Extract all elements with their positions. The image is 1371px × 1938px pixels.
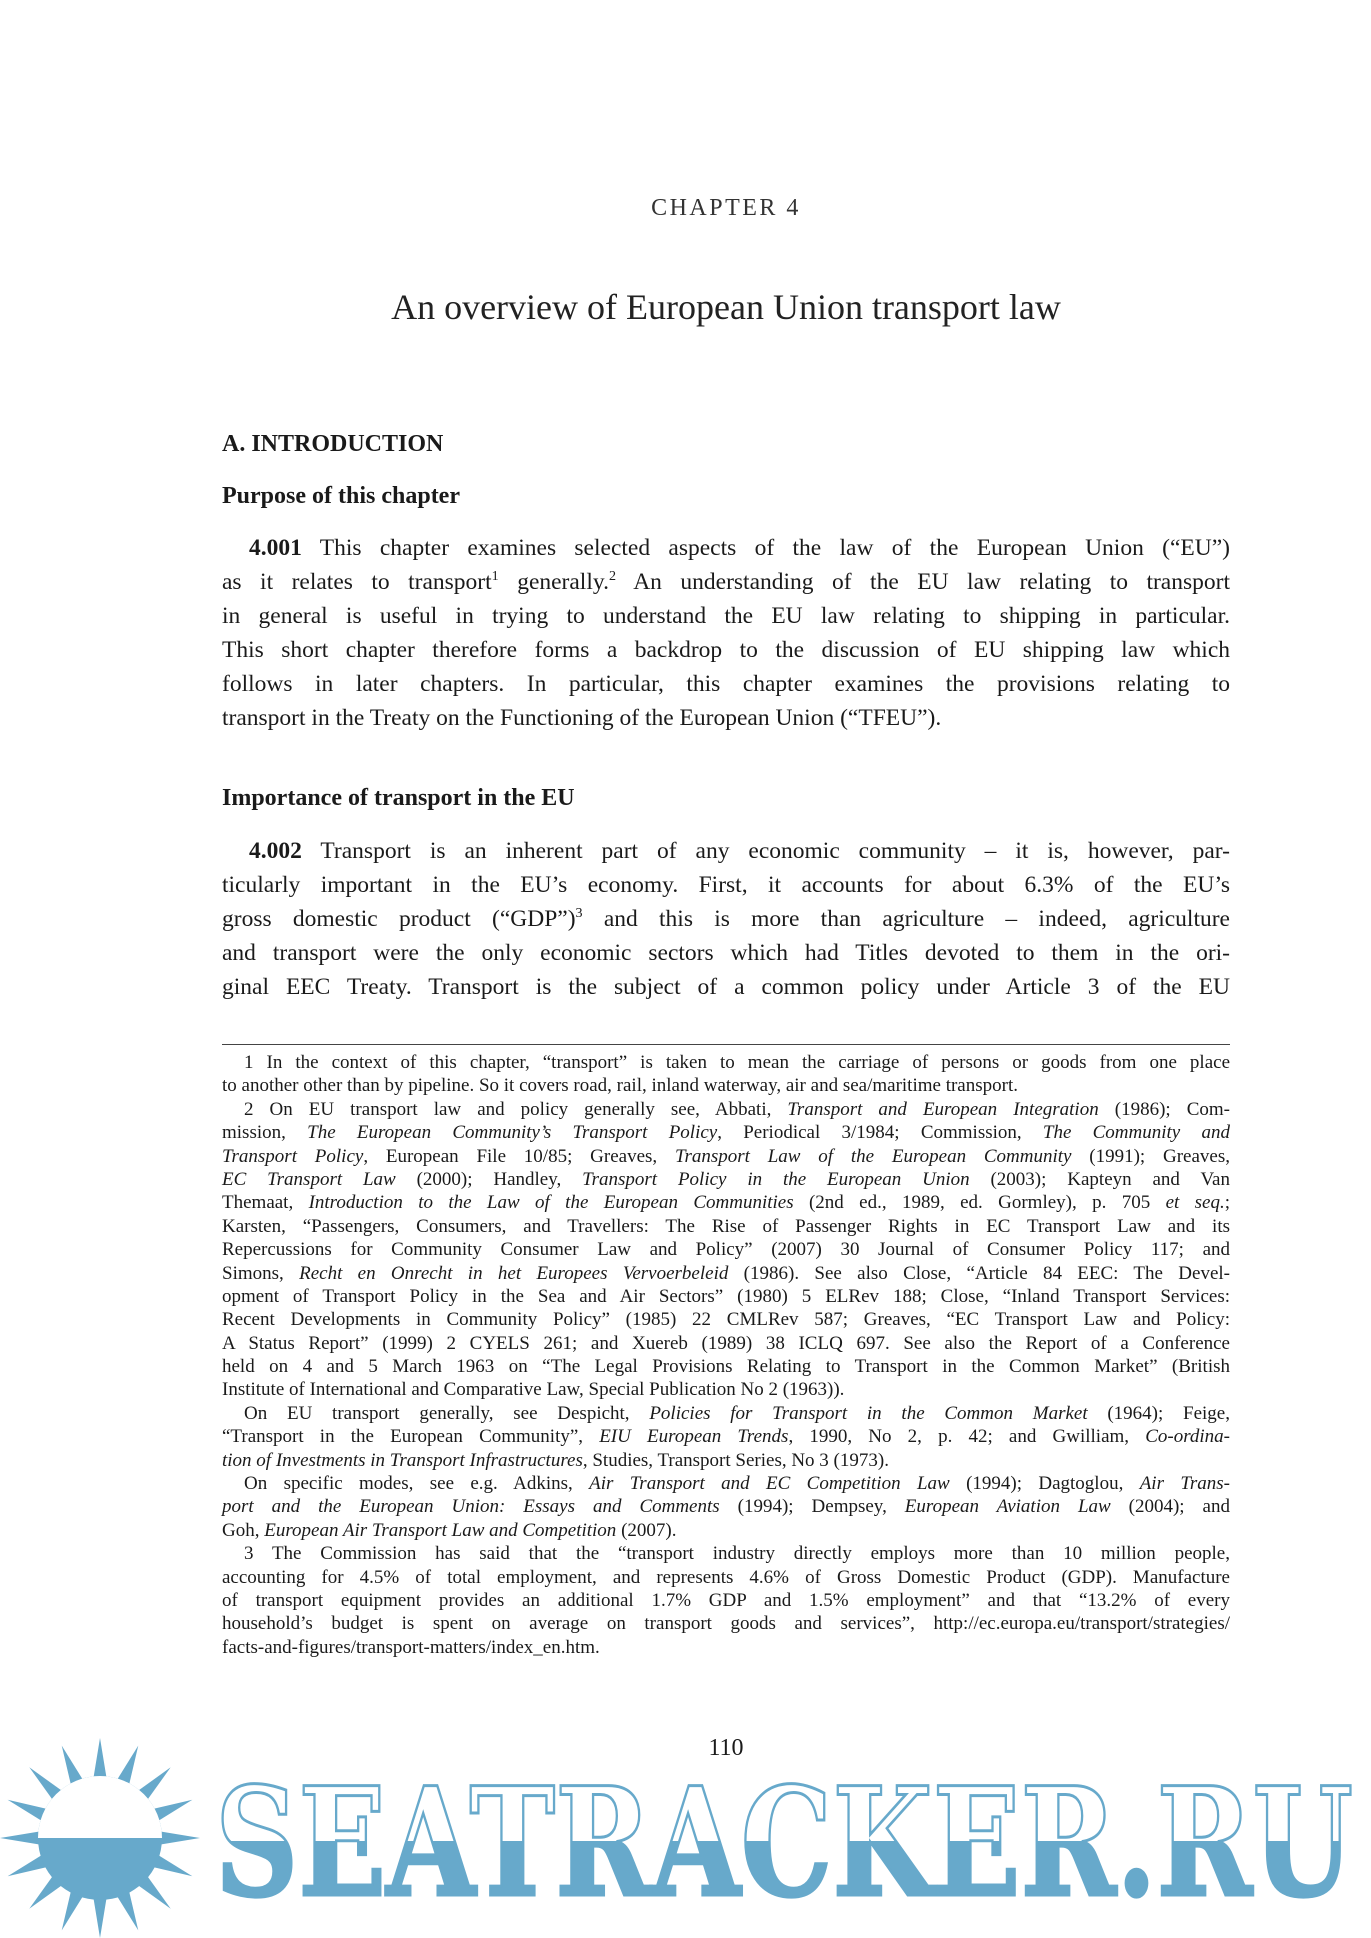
text: Goh, bbox=[222, 1519, 265, 1541]
text-line bbox=[222, 970, 1230, 1004]
text-line bbox=[222, 1121, 1230, 1144]
text: transport in the Treaty on the Functioning of the European Union (“TFEU”). bbox=[222, 705, 942, 732]
text-line bbox=[222, 1612, 1230, 1635]
italic-title: European Air Transport Law and Competition bbox=[264, 1519, 617, 1541]
text-line bbox=[222, 1589, 1230, 1612]
text: Karsten, “Passengers, Consumers, and Travellers: The Rise of Passenger Rights in EC Transport Law and its bbox=[222, 1215, 1230, 1237]
paragraph-number: 4.002 bbox=[249, 838, 302, 864]
text-line bbox=[222, 1566, 1230, 1589]
footnote-ref: 1 bbox=[491, 567, 499, 584]
footnote-ref: 3 bbox=[575, 905, 583, 922]
text: 3 The Commission has said that the “transport industry directly employs more than 10 million people, bbox=[244, 1543, 1230, 1565]
text-line bbox=[222, 1495, 1230, 1518]
text-line bbox=[222, 1191, 1230, 1214]
text: of transport equipment provides an additional 1.7% GDP and 1.5% employment” and that “13.2% of every bbox=[222, 1589, 1230, 1611]
text-line bbox=[222, 1145, 1230, 1168]
text: , Periodical 3/1984; Commission, bbox=[717, 1122, 1043, 1144]
text-line bbox=[222, 1074, 1230, 1097]
subheading-purpose: Purpose of this chapter bbox=[222, 483, 460, 509]
italic-title: Air Transport and EC Competition Law bbox=[589, 1473, 950, 1495]
italic-title: tion of Investments in Transport Infrastructures bbox=[222, 1449, 583, 1471]
text: (2003); Kapteyn and Van bbox=[969, 1168, 1230, 1190]
italic-title: EIU European Trends bbox=[599, 1426, 789, 1448]
watermark bbox=[0, 1690, 1371, 1938]
text-line bbox=[222, 1636, 1230, 1659]
italic-title: Introduction to the Law of the European Communities bbox=[308, 1192, 794, 1214]
sun-ray bbox=[93, 1896, 107, 1938]
sun-ray bbox=[0, 1831, 42, 1845]
text: On EU transport generally, see Despicht, bbox=[244, 1402, 650, 1424]
subheading-importance: Importance of transport in the EU bbox=[222, 785, 575, 811]
text-line bbox=[222, 834, 1230, 868]
italic-title: Policies for Transport in the Common Market bbox=[649, 1402, 1088, 1424]
text: Repercussions for Community Consumer Law and Policy” (2007) 30 Journal of Consumer Policy 117; and bbox=[222, 1239, 1230, 1261]
text-line bbox=[222, 1472, 1230, 1495]
text: Institute of International and Comparative Law, Special Publication No 2 (1963)). bbox=[222, 1379, 845, 1401]
text-line bbox=[222, 1098, 1230, 1121]
text-line bbox=[222, 1332, 1230, 1355]
text: follows in later chapters. In particular, this chapter examines the provisions relating to bbox=[222, 671, 1230, 698]
text: gross domestic product (“GDP”) bbox=[222, 906, 576, 933]
sun-icon bbox=[0, 1738, 200, 1938]
text: and transport were the only economic sectors which had Titles devoted to them in the ori- bbox=[222, 940, 1230, 967]
paragraph-4-002 bbox=[222, 834, 1230, 1004]
text-line bbox=[222, 1238, 1230, 1261]
text: 1 In the context of this chapter, “transport” is taken to mean the carriage of persons or goods from one place bbox=[244, 1052, 1230, 1073]
text: (2004); and bbox=[1110, 1496, 1230, 1518]
text-line bbox=[222, 667, 1230, 701]
text: and this is more than agriculture – indeed, agriculture bbox=[582, 906, 1230, 933]
text: (1991); Greaves, bbox=[1071, 1145, 1231, 1167]
text: facts-and-figures/transport-matters/index_en.htm. bbox=[222, 1636, 600, 1658]
text-line bbox=[222, 1215, 1230, 1238]
text: (1986). See also Close, “Article 84 EEC: The Devel- bbox=[728, 1262, 1230, 1284]
text: ginal EEC Treaty. Transport is the subject of a common policy under Article 3 of the EU bbox=[222, 974, 1230, 1001]
text: (2007). bbox=[616, 1519, 677, 1541]
text: This chapter examines selected aspects of the law of the European Union (“EU”) bbox=[301, 535, 1230, 561]
section-heading: A. INTRODUCTION bbox=[222, 431, 444, 457]
text: (1986); Com- bbox=[1098, 1098, 1230, 1120]
footnote-ref: 2 bbox=[608, 567, 617, 584]
italic-title: The European Community’s Transport Policy bbox=[307, 1122, 718, 1144]
italic-title: port and the European Union: Essays and Comments bbox=[222, 1496, 720, 1518]
chapter-label: CHAPTER 4 bbox=[651, 195, 801, 221]
sun-ray bbox=[93, 1738, 107, 1780]
text: generally. bbox=[498, 569, 609, 596]
text: ; bbox=[1224, 1192, 1231, 1214]
italic-title: Transport Law of the European Community bbox=[674, 1145, 1072, 1167]
text-line bbox=[222, 599, 1230, 633]
paragraph-4-001 bbox=[222, 531, 1230, 736]
text-line bbox=[222, 701, 1230, 735]
text: , 1990, No 2, p. 42; and Gwilliam, bbox=[788, 1426, 1146, 1448]
text: On specific modes, see e.g. Adkins, bbox=[244, 1473, 590, 1495]
text: to another other than by pipeline. So it covers road, rail, inland waterway, air and sea/maritime transport. bbox=[222, 1075, 1018, 1097]
text: ticularly important in the EU’s economy. First, it accounts for about 6.3% of the EU’s bbox=[222, 872, 1230, 899]
text-line bbox=[222, 1542, 1230, 1565]
text-line bbox=[222, 1425, 1230, 1448]
text: An understanding of the EU law relating to transport bbox=[616, 569, 1230, 596]
page-number: 110 bbox=[708, 1735, 744, 1761]
footnotes bbox=[222, 1051, 1230, 1659]
text-line bbox=[222, 531, 1230, 565]
italic-title: Transport Policy in the European Union bbox=[582, 1168, 970, 1190]
text-line bbox=[222, 1402, 1230, 1425]
paragraph-number: 4.001 bbox=[249, 535, 302, 561]
text: (1964); Feige, bbox=[1087, 1402, 1230, 1424]
text: This short chapter therefore forms a backdrop to the discussion of EU shipping law which bbox=[222, 637, 1230, 664]
text: as it relates to transport bbox=[222, 569, 492, 596]
text: (1994); Dagtoglou, bbox=[949, 1473, 1140, 1495]
text: mission, bbox=[222, 1122, 308, 1144]
text: (2000); Handley, bbox=[395, 1168, 583, 1190]
text: household’s budget is spent on average on transport goods and services”, http://ec.europa.eu/transport/strategies/ bbox=[222, 1613, 1230, 1635]
text-line bbox=[222, 633, 1230, 667]
text-line bbox=[222, 1355, 1230, 1378]
italic-title: EC Transport Law bbox=[222, 1168, 396, 1190]
text: Recent Developments in Community Policy” (1985) 22 CMLRev 587; Greaves, “EC Transport Law and Policy: bbox=[222, 1309, 1230, 1331]
text: held on 4 and 5 March 1963 on “The Legal Provisions Relating to Transport in the Common Market” (British bbox=[222, 1356, 1230, 1378]
italic-title: Recht en Onrecht in het Europees Vervoerbeleid bbox=[299, 1262, 729, 1284]
italic-title: The Community and bbox=[1042, 1122, 1230, 1144]
text: (2nd ed., 1989, ed. Gormley), p. 705 bbox=[793, 1192, 1166, 1214]
text-line bbox=[222, 565, 1230, 599]
text-line bbox=[222, 1519, 1230, 1542]
text: “Transport in the European Community”, bbox=[222, 1426, 600, 1448]
text: Themaat, bbox=[222, 1192, 309, 1214]
text-line bbox=[222, 936, 1230, 970]
text: Simons, bbox=[222, 1262, 300, 1284]
italic-title: European Aviation Law bbox=[904, 1496, 1111, 1518]
italic-title: Transport Policy bbox=[222, 1145, 364, 1167]
italic-title: Co-ordina- bbox=[1145, 1426, 1230, 1448]
text: , Studies, Transport Series, No 3 (1973). bbox=[582, 1449, 889, 1471]
sun-ray bbox=[158, 1831, 200, 1845]
text: in general is useful in trying to understand the EU law relating to shipping in particular. bbox=[222, 603, 1230, 630]
text: A Status Report” (1999) 2 CYELS 261; and Xuereb (1989) 38 ICLQ 697. See also the Report of a Conference bbox=[222, 1332, 1230, 1354]
italic-title: Transport and European Integration bbox=[787, 1098, 1099, 1120]
text-line bbox=[222, 1285, 1230, 1308]
text-line bbox=[222, 1168, 1230, 1191]
watermark-text: SEATRACKER.RU bbox=[215, 1755, 1353, 1931]
italic-title: et seq. bbox=[1165, 1192, 1225, 1214]
text-line bbox=[222, 1308, 1230, 1331]
text: (1994); Dempsey, bbox=[719, 1496, 905, 1518]
text-line bbox=[222, 1449, 1230, 1472]
text-line bbox=[222, 1378, 1230, 1401]
text: 2 On EU transport law and policy generally see, Abbati, bbox=[244, 1098, 788, 1120]
text: , European File 10/85; Greaves, bbox=[363, 1145, 675, 1167]
text: opment of Transport Policy in the Sea and Air Sectors” (1980) 5 ELRev 188; Close, “Inland Transport Services: bbox=[222, 1285, 1230, 1307]
text: Transport is an inherent part of any economic community – it is, however, par- bbox=[301, 838, 1230, 864]
text-line bbox=[222, 1262, 1230, 1285]
text: accounting for 4.5% of total employment, and represents 4.6% of Gross Domestic Product (GDP). Manufacture bbox=[222, 1566, 1230, 1588]
text-line bbox=[222, 902, 1230, 936]
italic-title: Air Trans- bbox=[1139, 1473, 1230, 1495]
text-line bbox=[222, 868, 1230, 902]
text-line bbox=[222, 1051, 1230, 1074]
footnote-divider bbox=[222, 1044, 1230, 1045]
chapter-title: An overview of European Union transport law bbox=[391, 287, 1061, 327]
